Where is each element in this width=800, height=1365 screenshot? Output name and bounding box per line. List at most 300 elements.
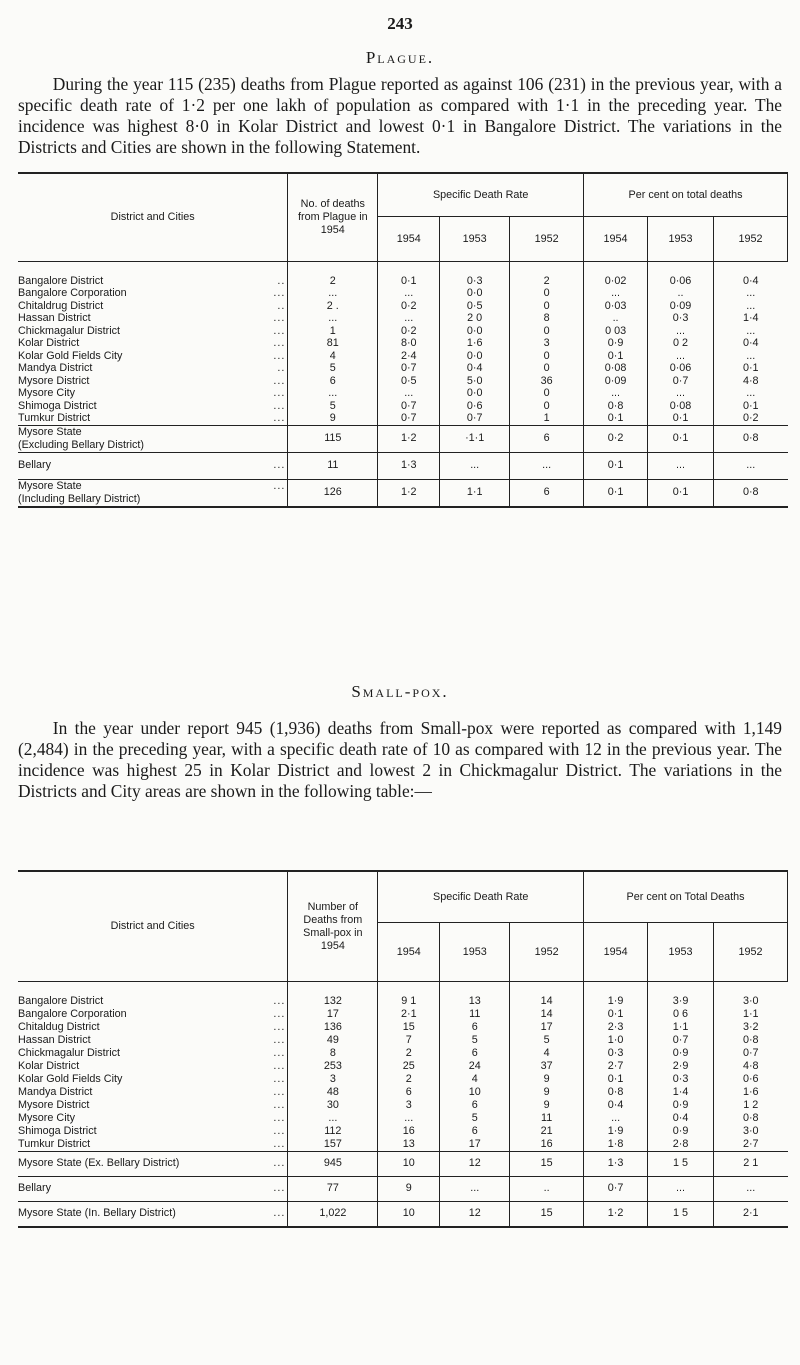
smallpox-heading: Small-pox. (351, 682, 449, 701)
table-row (18, 1060, 788, 1073)
percent-1952-cell: 1·4 (714, 312, 788, 325)
rate-1953-cell: 0·0 (440, 287, 510, 300)
percent-1954-cell: 0·09 (584, 375, 648, 388)
leader-dots: ... (273, 349, 286, 362)
percent-1952-header: 1952 (714, 217, 788, 262)
percent-1954-header: 1954 (584, 923, 648, 982)
deaths-cell: 5 (288, 362, 378, 375)
district-name: Mysore City (18, 1111, 75, 1124)
spacer-cell (440, 262, 510, 275)
district-name-cell (18, 1047, 288, 1060)
percent-1954-cell: 0·4 (584, 1099, 648, 1112)
rate-1952-cell: 2 (510, 275, 584, 288)
rate-1953-cell: 0·0 (440, 350, 510, 363)
percent-1953-header: 1953 (648, 217, 714, 262)
district-name-cell (18, 362, 288, 375)
rate-1953-cell: 12 (440, 1151, 510, 1176)
percent-group-header: Per cent on total deaths (584, 173, 788, 217)
percent-1952-cell: 1·1 (714, 1008, 788, 1021)
rate-1954-cell: 10 (378, 1151, 440, 1176)
rate-1952-cell: 4 (510, 1047, 584, 1060)
table-row (18, 1112, 788, 1125)
leader-dots: .. (277, 299, 286, 312)
table-row (18, 1125, 788, 1138)
leader-dots: ... (273, 1033, 286, 1046)
district-name-cell (18, 312, 288, 325)
percent-1954-cell: ... (584, 1112, 648, 1125)
rate-1954-cell: 6 (378, 1086, 440, 1099)
table-row (18, 325, 788, 338)
rate-1952-cell: 9 (510, 1086, 584, 1099)
percent-1953-cell: ... (648, 452, 714, 479)
deaths-cell: 1 (288, 325, 378, 338)
rate-1954-cell: 13 (378, 1138, 440, 1152)
district-subtitle: (Including Bellary District) (18, 492, 141, 505)
smallpox-paragraph: In the year under report 945 (1,936) deaths from Small-pox were reported as compared with 1,149 (2,484) in the preceding year, with a specific death rate of 10 as compared with 12 in the previous year. The incidence was highest 25 in Kolar District and lowest 2 in Chickmagalur District. The variations in the Districts and City areas are shown in the following table:— (18, 718, 782, 801)
rate-1954-cell: 1·3 (378, 452, 440, 479)
table-row (18, 1201, 788, 1227)
table-row (18, 337, 788, 350)
table-row (18, 452, 788, 479)
percent-1952-cell: 0·6 (714, 1073, 788, 1086)
percent-1954-cell: 0·1 (584, 1008, 648, 1021)
percent-1953-cell: 0 2 (648, 337, 714, 350)
spacer-cell (288, 262, 378, 275)
rate-1952-cell: 1 (510, 412, 584, 425)
percent-1953-cell: 0·06 (648, 275, 714, 288)
deaths-cell: 17 (288, 1008, 378, 1021)
deaths-cell: 49 (288, 1034, 378, 1047)
district-name: Bangalore District (18, 994, 104, 1007)
rate-1954-cell: 25 (378, 1060, 440, 1073)
leader-dots: ... (273, 1085, 286, 1098)
table-row (18, 275, 788, 288)
district-name: Hassan District (18, 312, 91, 324)
district-name: Tumkur District (18, 412, 91, 424)
district-name-cell (18, 1099, 288, 1112)
leader-dots: .. (277, 274, 286, 287)
percent-1953-cell: ... (648, 350, 714, 363)
deaths-cell: 115 (288, 425, 378, 452)
deaths-cell: 157 (288, 1138, 378, 1152)
percent-1953-cell: ... (648, 387, 714, 400)
deaths-cell: ... (288, 287, 378, 300)
district-name-cell (18, 300, 288, 313)
district-name: Bellary (18, 1182, 52, 1195)
rate-1952-cell: 8 (510, 312, 584, 325)
district-name-cell (18, 412, 288, 425)
district-name: Bangalore Corporation (18, 287, 127, 299)
rate-1952-cell: .. (510, 1176, 584, 1201)
rate-1954-cell: 0·7 (378, 362, 440, 375)
deaths-header: No. of deaths from Plague in 1954 (288, 173, 378, 262)
rate-1952-cell: 14 (510, 1008, 584, 1021)
rate-1953-cell: 0·6 (440, 400, 510, 413)
spacer-cell (288, 982, 378, 995)
percent-1954-cell: 0·2 (584, 425, 648, 452)
district-name-cell (18, 1151, 288, 1176)
percent-1953-cell: 3·9 (648, 995, 714, 1008)
spacer-cell (510, 982, 584, 995)
district-name: Chickmagalur District (18, 324, 120, 337)
percent-1953-cell: 0·1 (648, 412, 714, 425)
percent-1954-cell: 0·08 (584, 362, 648, 375)
rate-1953-cell: 6 (440, 1099, 510, 1112)
rate-1952-header: 1952 (510, 923, 584, 982)
leader-dots: ... (273, 1111, 286, 1124)
plague-paragraph: During the year 115 (235) deaths from Plague reported as against 106 (231) in the previous year, with a specific death rate of 1·2 per one lakh of population as compared with 1·1 in the preceding year. The incidence was highest 8·0 in Kolar District and lowest 0·1 in Bangalore District. The variations in the Districts and Cities are shown in the following Statement. (18, 74, 782, 157)
rate-1952-cell: 9 (510, 1073, 584, 1086)
leader-dots: ... (273, 1046, 286, 1059)
rate-1952-cell: 9 (510, 1099, 584, 1112)
rate-1952-cell: 14 (510, 995, 584, 1008)
leader-dots: ... (273, 480, 286, 492)
table-row (18, 312, 788, 325)
rate-1954-cell: ... (378, 287, 440, 300)
percent-1952-cell: 2·7 (714, 1138, 788, 1152)
percent-1953-cell: 0·9 (648, 1047, 714, 1060)
rate-1953-cell: 0·7 (440, 412, 510, 425)
percent-1954-cell: 0·9 (584, 337, 648, 350)
rate-1954-header: 1954 (378, 217, 440, 262)
percent-1952-cell: ... (714, 300, 788, 313)
leader-dots: ... (273, 399, 286, 412)
rate-1954-cell: ... (378, 387, 440, 400)
rate-1953-cell: 0·0 (440, 325, 510, 338)
percent-1952-cell: 0·8 (714, 1112, 788, 1125)
spacer-cell (648, 982, 714, 995)
spacer-cell (714, 262, 788, 275)
percent-1952-cell: 0·8 (714, 425, 788, 452)
rate-1953-cell: ... (440, 452, 510, 479)
percent-1954-cell: 0·03 (584, 300, 648, 313)
deaths-cell: 4 (288, 350, 378, 363)
leader-dots: ... (273, 1207, 286, 1220)
district-name: Shimoga District (18, 399, 97, 412)
rate-1953-cell: 0·4 (440, 362, 510, 375)
percent-1953-cell: 1·1 (648, 1021, 714, 1034)
district-header: District and Cities (18, 871, 288, 982)
district-name-cell (18, 1112, 288, 1125)
percent-1953-cell: .. (648, 287, 714, 300)
percent-1953-cell: 0·3 (648, 312, 714, 325)
district-subtitle: (Excluding Bellary District) (18, 438, 144, 451)
rate-1952-cell: 6 (510, 479, 584, 507)
leader-dots: ... (273, 387, 286, 399)
rate-1952-cell: 3 (510, 337, 584, 350)
percent-1952-cell: ... (714, 387, 788, 400)
leader-dots: ... (273, 1124, 286, 1137)
spacer-cell (18, 262, 288, 275)
rate-1953-cell: 5 (440, 1034, 510, 1047)
table-row (18, 375, 788, 388)
table-row (18, 400, 788, 413)
rate-1954-cell: 16 (378, 1125, 440, 1138)
rate-1952-cell: 0 (510, 300, 584, 313)
district-name: Bellary (18, 459, 52, 472)
percent-1953-cell: ... (648, 325, 714, 338)
percent-1953-cell: 0·1 (648, 425, 714, 452)
percent-1954-cell: 1·8 (584, 1138, 648, 1152)
rate-1953-header: 1953 (440, 217, 510, 262)
leader-dots: ... (273, 337, 286, 349)
rate-1952-cell: 0 (510, 387, 584, 400)
deaths-cell: 253 (288, 1060, 378, 1073)
leader-dots: ... (273, 1007, 286, 1020)
district-name-cell (18, 1060, 288, 1073)
district-name: Bangalore Corporation (18, 1007, 127, 1020)
leader-dots: ... (273, 1020, 286, 1033)
rate-1954-cell: ... (378, 1112, 440, 1125)
deaths-cell: 136 (288, 1021, 378, 1034)
plague-table (18, 172, 788, 508)
district-name: Tumkur District (18, 1137, 91, 1150)
rate-1953-cell: 0·3 (440, 275, 510, 288)
percent-1952-cell: 0·4 (714, 275, 788, 288)
rate-1954-cell: 0·5 (378, 375, 440, 388)
table-row (18, 1138, 788, 1152)
percent-1954-cell: 1·0 (584, 1034, 648, 1047)
district-name-cell (18, 479, 288, 507)
percent-1952-cell: ... (714, 287, 788, 300)
spacer-row (18, 982, 788, 995)
district-name: Mandya District (18, 1085, 93, 1098)
table-row (18, 362, 788, 375)
rate-1953-cell: 5·0 (440, 375, 510, 388)
rate-1953-cell: 10 (440, 1086, 510, 1099)
district-name-cell (18, 1138, 288, 1152)
district-name-cell (18, 1073, 288, 1086)
district-name-cell (18, 1086, 288, 1099)
district-name: Mysore State (18, 480, 82, 492)
percent-1953-cell: 0·06 (648, 362, 714, 375)
rate-1953-cell: 6 (440, 1125, 510, 1138)
percent-1952-cell: ... (714, 452, 788, 479)
plague-heading: Plague. (365, 48, 435, 67)
rate-1953-cell: 6 (440, 1047, 510, 1060)
rate-1953-cell: 6 (440, 1021, 510, 1034)
percent-1954-cell: 0·8 (584, 400, 648, 413)
percent-1954-cell: 0·1 (584, 1073, 648, 1086)
spacer-cell (648, 262, 714, 275)
rate-1953-cell: ... (440, 1176, 510, 1201)
table-row (18, 425, 788, 452)
rate-1953-cell: 5 (440, 1112, 510, 1125)
deaths-cell: 112 (288, 1125, 378, 1138)
percent-1953-cell: 0·08 (648, 400, 714, 413)
table-row (18, 1176, 788, 1201)
deaths-cell: 77 (288, 1176, 378, 1201)
table-row (18, 1008, 788, 1021)
percent-1953-cell: 2·8 (648, 1138, 714, 1152)
rate-1952-cell: 37 (510, 1060, 584, 1073)
rate-1954-header: 1954 (378, 923, 440, 982)
percent-1954-cell: 0·1 (584, 350, 648, 363)
table-row (18, 1073, 788, 1086)
district-name: Bangalore District (18, 274, 104, 287)
district-name: Kolar Gold Fields City (18, 1072, 123, 1085)
district-name: Kolar District (18, 337, 80, 349)
percent-1954-cell: 1·2 (584, 1201, 648, 1227)
deaths-cell: 1,022 (288, 1201, 378, 1227)
district-name: Mysore District (18, 1098, 90, 1111)
percent-1952-cell: 0·1 (714, 400, 788, 413)
rate-1952-header: 1952 (510, 217, 584, 262)
rate-1953-cell: 24 (440, 1060, 510, 1073)
percent-1954-cell: 1·9 (584, 1125, 648, 1138)
district-name: Kolar District (18, 1059, 80, 1072)
rate-1953-cell: 13 (440, 995, 510, 1008)
district-name-cell (18, 452, 288, 479)
leader-dots: ... (273, 374, 286, 387)
deaths-cell: 81 (288, 337, 378, 350)
district-name-cell (18, 350, 288, 363)
rate-1954-cell: 2·4 (378, 350, 440, 363)
percent-1953-cell: 1 5 (648, 1151, 714, 1176)
district-name: Kolar Gold Fields City (18, 349, 123, 362)
percent-1954-cell: 0·3 (584, 1047, 648, 1060)
percent-1952-cell: 0·8 (714, 1034, 788, 1047)
percent-1953-cell: ... (648, 1176, 714, 1201)
leader-dots: ... (273, 1182, 286, 1195)
rate-1953-cell: 17 (440, 1138, 510, 1152)
percent-1954-cell: 1·9 (584, 995, 648, 1008)
rate-1954-cell: 9 1 (378, 995, 440, 1008)
spacer-cell (510, 262, 584, 275)
percent-1952-header: 1952 (714, 923, 788, 982)
district-name: Mysore District (18, 374, 90, 387)
deaths-cell: 2 (288, 275, 378, 288)
percent-1954-cell: 1·3 (584, 1151, 648, 1176)
percent-1953-cell: 0·7 (648, 375, 714, 388)
district-name: Chickmagalur District (18, 1046, 120, 1059)
rate-1954-cell: 3 (378, 1099, 440, 1112)
spacer-cell (584, 982, 648, 995)
rate-1952-cell: 16 (510, 1138, 584, 1152)
table-row (18, 300, 788, 313)
district-name: Chitaldug District (18, 1020, 100, 1033)
spacer-row (18, 262, 788, 275)
percent-1954-cell: 0·1 (584, 479, 648, 507)
rate-1952-cell: 21 (510, 1125, 584, 1138)
deaths-cell: 11 (288, 452, 378, 479)
percent-1952-cell: 2 1 (714, 1151, 788, 1176)
deaths-cell: 126 (288, 479, 378, 507)
percent-1952-cell: 4·8 (714, 1060, 788, 1073)
percent-1954-cell: 2·3 (584, 1021, 648, 1034)
deaths-cell: 9 (288, 412, 378, 425)
percent-1953-cell: 2·9 (648, 1060, 714, 1073)
district-name: Mandya District (18, 362, 93, 374)
district-header: District and Cities (18, 173, 288, 262)
rate-1954-cell: 0·2 (378, 300, 440, 313)
rate-1952-cell: 36 (510, 375, 584, 388)
rate-1954-cell: 2 (378, 1073, 440, 1086)
rate-1953-cell: 0·0 (440, 387, 510, 400)
district-name-cell (18, 387, 288, 400)
rate-1952-cell: 0 (510, 400, 584, 413)
rate-1953-cell: 4 (440, 1073, 510, 1086)
deaths-cell: ... (288, 1112, 378, 1125)
table-row (18, 479, 788, 507)
district-name: Mysore State (18, 426, 82, 438)
leader-dots: ... (273, 1098, 286, 1111)
rate-group-header: Specific Death Rate (378, 173, 584, 217)
percent-1953-header: 1953 (648, 923, 714, 982)
district-name: Mysore State (In. Bellary District) (18, 1207, 176, 1220)
rate-1954-cell: 7 (378, 1034, 440, 1047)
table-row (18, 412, 788, 425)
deaths-header: Number of Deaths from Small-pox in 1954 (288, 871, 378, 982)
rate-1953-cell: 12 (440, 1201, 510, 1227)
district-name-cell (18, 400, 288, 413)
rate-1952-cell: 5 (510, 1034, 584, 1047)
district-name-cell (18, 287, 288, 300)
percent-1954-cell: 0·1 (584, 452, 648, 479)
district-name-cell (18, 425, 288, 452)
rate-1952-cell: 0 (510, 350, 584, 363)
rate-1953-cell: ·1·1 (440, 425, 510, 452)
rate-1952-cell: 11 (510, 1112, 584, 1125)
deaths-cell: 2 . (288, 300, 378, 313)
district-name-cell (18, 375, 288, 388)
percent-1953-cell: 0·9 (648, 1125, 714, 1138)
percent-1954-cell: 0·1 (584, 412, 648, 425)
percent-1954-cell: .. (584, 312, 648, 325)
percent-1954-cell: 2·7 (584, 1060, 648, 1073)
deaths-cell: 945 (288, 1151, 378, 1176)
district-name-cell (18, 1034, 288, 1047)
district-name-cell (18, 1021, 288, 1034)
table-row (18, 1047, 788, 1060)
district-name: Hassan District (18, 1033, 91, 1046)
rate-1954-cell: 8·0 (378, 337, 440, 350)
rate-1952-cell: 15 (510, 1201, 584, 1227)
rate-1954-cell: ... (378, 312, 440, 325)
deaths-cell: 3 (288, 1073, 378, 1086)
percent-1953-cell: 0·9 (648, 1099, 714, 1112)
rate-1953-header: 1953 (440, 923, 510, 982)
percent-1952-cell: 3·0 (714, 1125, 788, 1138)
percent-1952-cell: 3·0 (714, 995, 788, 1008)
rate-1954-cell: 0·7 (378, 400, 440, 413)
deaths-cell: 8 (288, 1047, 378, 1060)
percent-1952-cell: 3·2 (714, 1021, 788, 1034)
percent-1954-cell: ... (584, 287, 648, 300)
rate-1954-cell: 2·1 (378, 1008, 440, 1021)
spacer-cell (584, 262, 648, 275)
table-row (18, 1034, 788, 1047)
percent-1953-cell: 1 5 (648, 1201, 714, 1227)
rate-1954-cell: 9 (378, 1176, 440, 1201)
district-name-cell (18, 325, 288, 338)
percent-1952-cell: 0·8 (714, 479, 788, 507)
rate-1954-cell: 1·2 (378, 479, 440, 507)
leader-dots: ... (273, 459, 286, 472)
percent-1952-cell: 2·1 (714, 1201, 788, 1227)
district-name: Mysore State (Ex. Bellary District) (18, 1157, 180, 1170)
district-name: Shimoga District (18, 1124, 97, 1137)
percent-1954-header: 1954 (584, 217, 648, 262)
leader-dots: ... (273, 312, 286, 324)
table-row (18, 1086, 788, 1099)
percent-1952-cell: ... (714, 325, 788, 338)
deaths-cell: ... (288, 387, 378, 400)
district-name-cell (18, 995, 288, 1008)
district-name-cell (18, 337, 288, 350)
deaths-cell: 5 (288, 400, 378, 413)
percent-1953-cell: 0·09 (648, 300, 714, 313)
